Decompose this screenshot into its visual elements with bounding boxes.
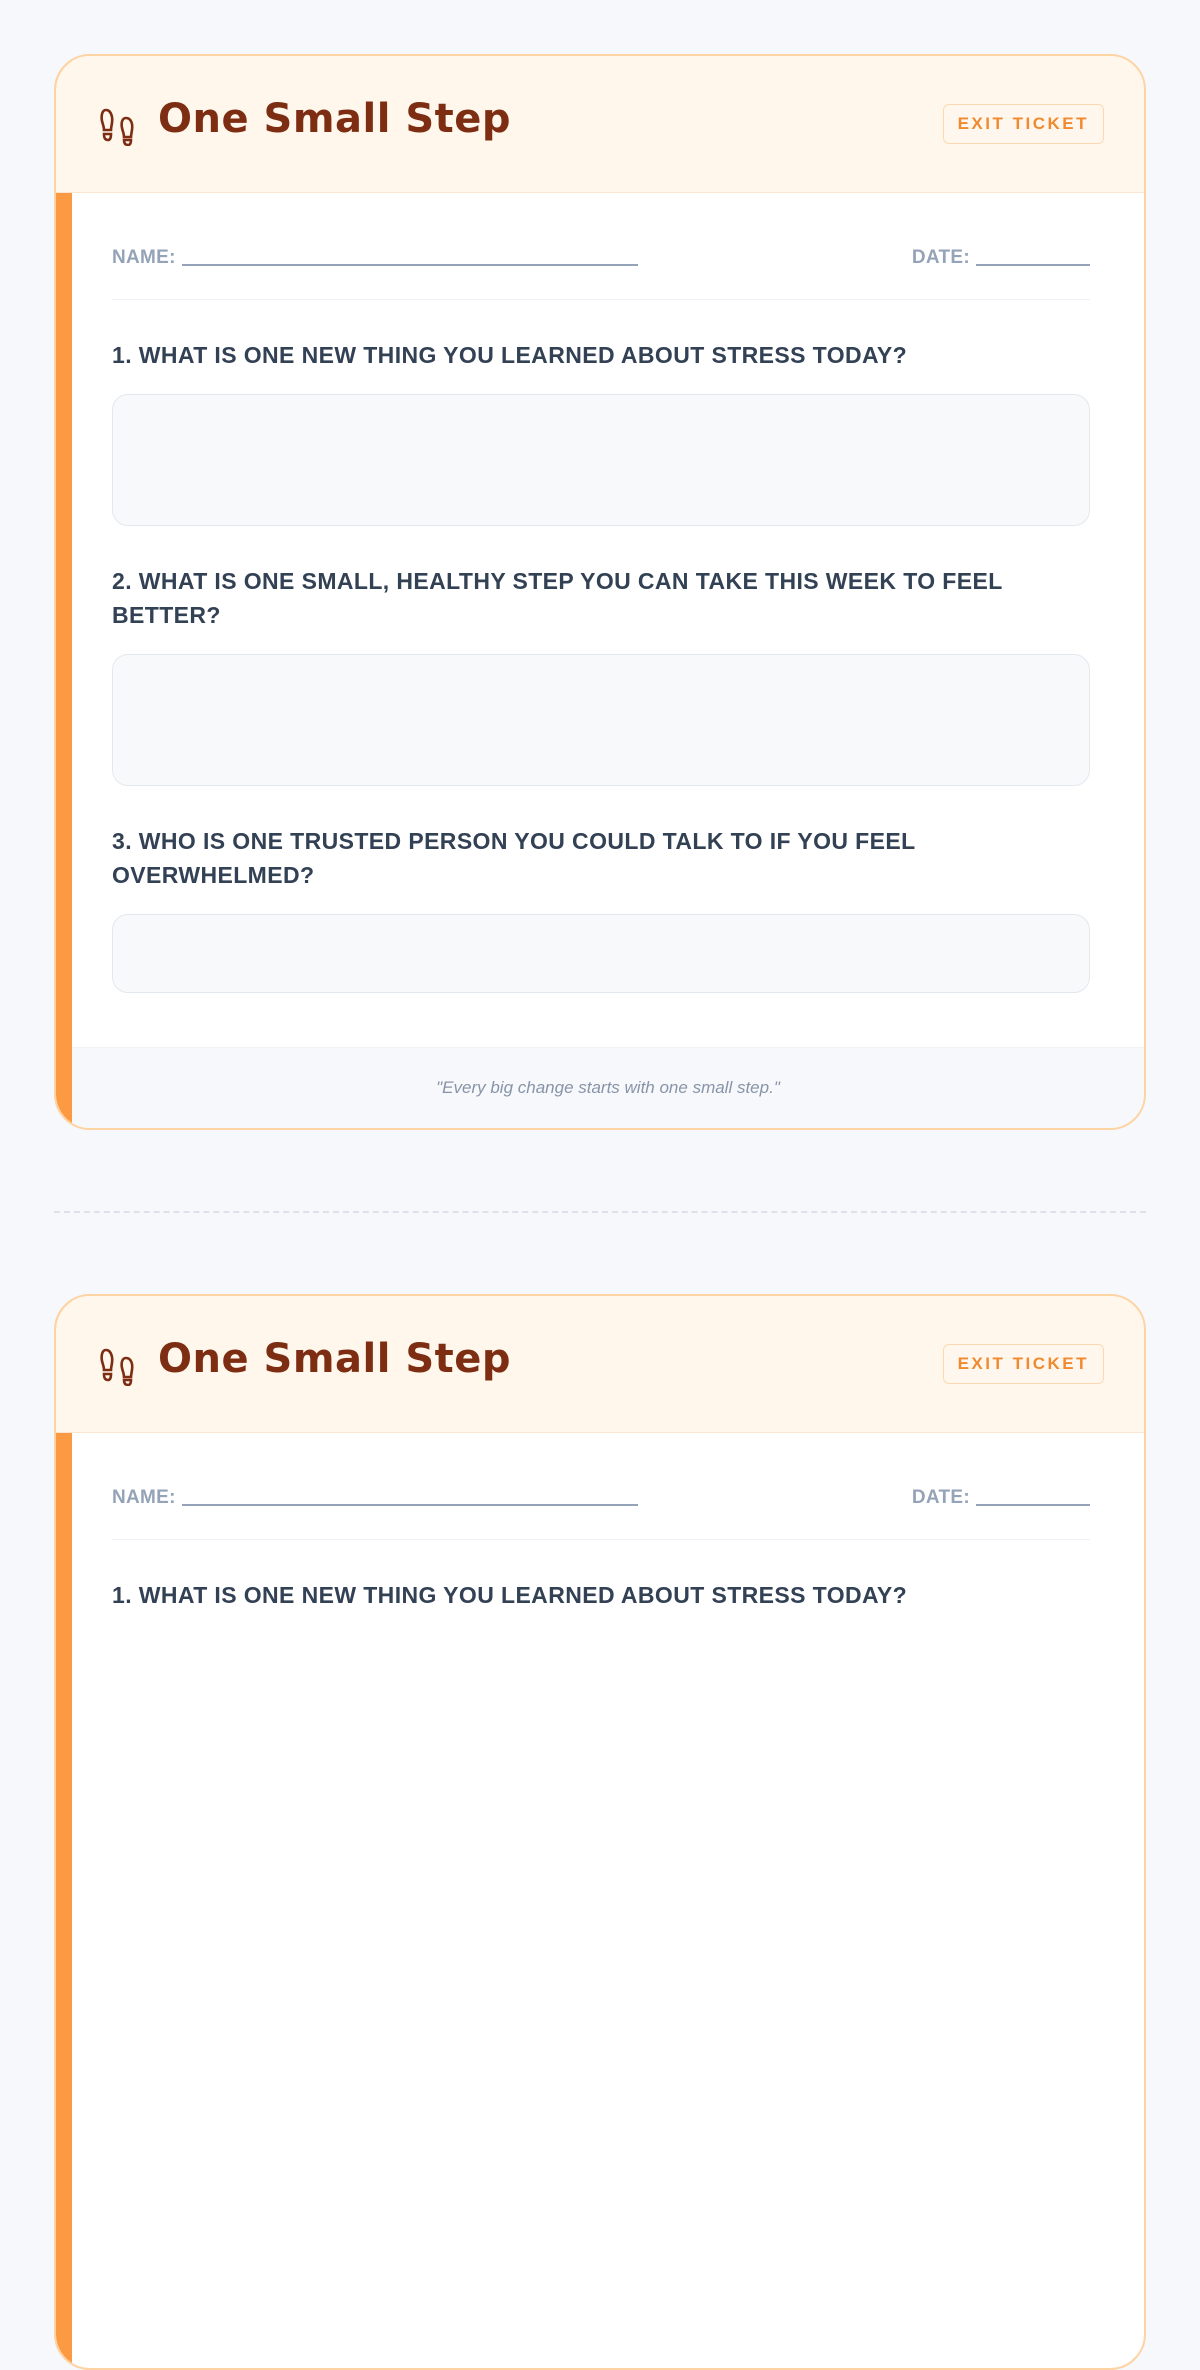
name-line: [182, 250, 638, 266]
answer-box-2[interactable]: [112, 654, 1090, 786]
name-line: [182, 1490, 638, 1506]
name-label: NAME:: [112, 1487, 176, 1508]
card-title: One Small Step: [158, 1336, 512, 1382]
card-title: One Small Step: [158, 96, 512, 142]
answer-box-1[interactable]: [112, 394, 1090, 526]
footprints-icon: [100, 1348, 136, 1386]
footprints-icon: [100, 108, 136, 146]
card-body: [56, 193, 1144, 993]
name-date-row: [112, 193, 1090, 300]
exit-ticket-card: [54, 1294, 1146, 2370]
question-1: 1. WHAT IS ONE NEW THING YOU LEARNED ABOUT STRESS TODAY?: [112, 342, 908, 368]
footer-quote: "Every big change starts with one small step.": [436, 1078, 780, 1097]
date-line: [976, 1490, 1090, 1506]
name-label: NAME:: [112, 247, 176, 268]
date-label: DATE:: [911, 247, 970, 268]
exit-ticket-card: [54, 54, 1146, 1130]
name-field[interactable]: [112, 1487, 638, 1509]
card-header: [56, 1296, 1144, 1433]
question-1: 1. WHAT IS ONE NEW THING YOU LEARNED ABOUT STRESS TODAY?: [112, 1582, 908, 1608]
name-date-row: [112, 1433, 1090, 1540]
exit-ticket-badge: EXIT TICKET: [943, 104, 1104, 144]
name-field[interactable]: [112, 247, 638, 269]
cut-line-divider: [54, 1211, 1146, 1213]
card-body: [56, 1433, 1144, 1612]
date-field[interactable]: [912, 1487, 1090, 1509]
date-field[interactable]: [912, 247, 1090, 269]
card-header: [56, 56, 1144, 193]
question-2: 2. WHAT IS ONE SMALL, HEALTHY STEP YOU CAN TAKE THIS WEEK TO FEEL BETTER?: [112, 568, 1003, 628]
exit-ticket-badge: EXIT TICKET: [943, 1344, 1104, 1384]
date-label: DATE:: [911, 1487, 970, 1508]
answer-box-3[interactable]: [112, 914, 1090, 993]
date-line: [976, 250, 1090, 266]
card-footer: [72, 1047, 1144, 1128]
question-3: 3. WHO IS ONE TRUSTED PERSON YOU COULD TALK TO IF YOU FEEL OVERWHELMED?: [112, 828, 916, 888]
